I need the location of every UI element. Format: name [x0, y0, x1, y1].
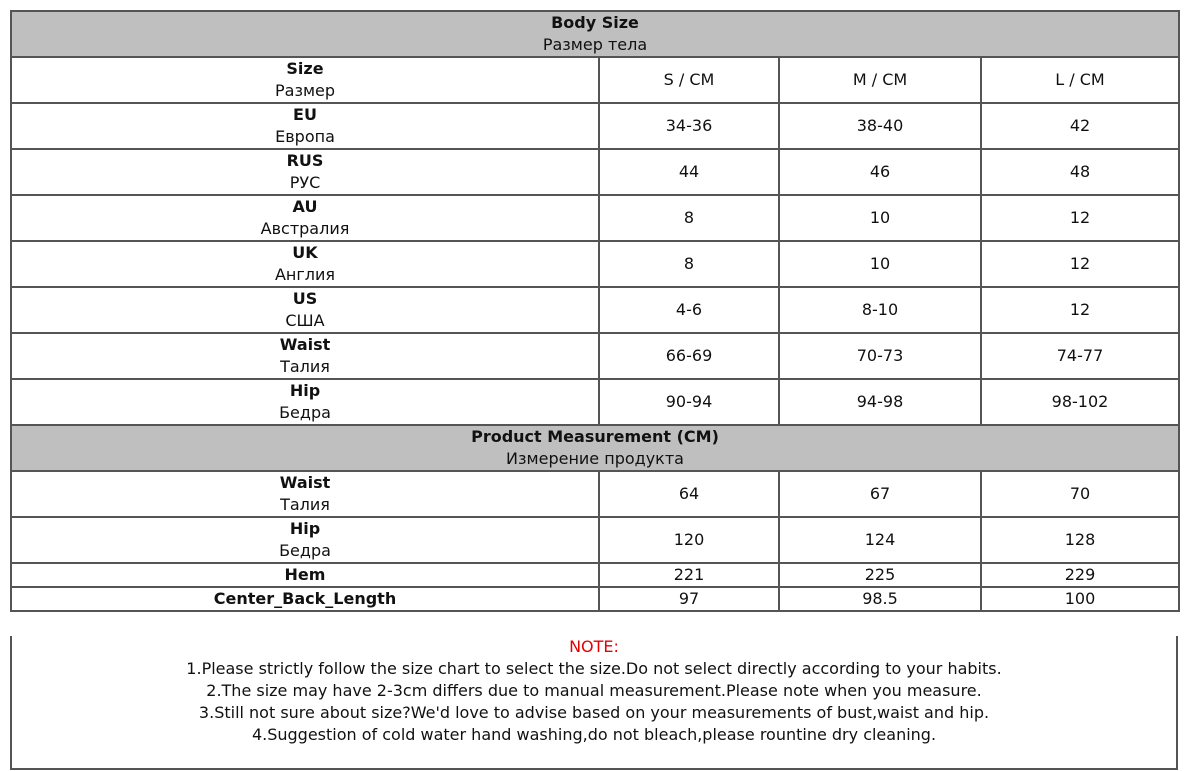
row-label: Waist: [279, 473, 331, 492]
value-cell: 225: [779, 563, 981, 587]
value-cell: 67: [779, 471, 981, 517]
row-label-cell: [11, 195, 599, 241]
table-row: [11, 241, 1179, 287]
notes-panel: [10, 636, 1178, 770]
row-sublabel: Талия: [280, 495, 330, 514]
row-label-cell: [11, 241, 599, 287]
row-label: RUS: [286, 151, 324, 170]
table-row: [11, 333, 1179, 379]
column-header-m: M / CM: [779, 57, 981, 103]
row-label-cell: [11, 103, 599, 149]
value-cell: 70: [981, 471, 1179, 517]
value-cell: 38-40: [779, 103, 981, 149]
value-cell: 98.5: [779, 587, 981, 611]
row-sublabel: Австралия: [260, 219, 350, 238]
value-cell: 48: [981, 149, 1179, 195]
column-header-s: S / CM: [599, 57, 779, 103]
size-header-row: [11, 57, 1179, 103]
value-cell: 42: [981, 103, 1179, 149]
value-cell: 229: [981, 563, 1179, 587]
body-size-section-header: [11, 11, 1179, 57]
table-row: [11, 103, 1179, 149]
body-size-title-cell: [11, 11, 1179, 57]
size-header-label: Size: [286, 59, 324, 78]
value-cell: 120: [599, 517, 779, 563]
product-measurement-rows: [11, 471, 1179, 611]
row-sublabel: Европа: [275, 127, 335, 146]
value-cell: 8: [599, 241, 779, 287]
value-cell: 128: [981, 517, 1179, 563]
value-cell: 4-6: [599, 287, 779, 333]
row-label: AU: [292, 197, 318, 216]
value-cell: 70-73: [779, 333, 981, 379]
product-title-cell: [11, 425, 1179, 471]
product-subtitle: Измерение продукта: [506, 449, 684, 468]
row-label-cell: [11, 149, 599, 195]
size-header-sublabel: Размер: [274, 81, 336, 100]
note-line-2: 2.The size may have 2-3cm differs due to manual measurement.Please note when you measure.: [206, 681, 982, 700]
row-sublabel: Бедра: [279, 403, 331, 422]
row-sublabel: Англия: [274, 265, 336, 284]
row-sublabel: США: [285, 311, 325, 330]
note-line-1: 1.Please strictly follow the size chart to select the size.Do not select directly according to your habits.: [186, 659, 1002, 678]
value-cell: 34-36: [599, 103, 779, 149]
value-cell: 74-77: [981, 333, 1179, 379]
note-line-3: 3.Still not sure about size?We'd love to advise based on your measurements of bust,waist and hip.: [198, 703, 990, 722]
value-cell: 98-102: [981, 379, 1179, 425]
body-size-title: Body Size: [551, 13, 639, 32]
product-section-header: [11, 425, 1179, 471]
column-header-l: L / CM: [981, 57, 1179, 103]
value-cell: 8-10: [779, 287, 981, 333]
table-row: [11, 471, 1179, 517]
table-row: [11, 563, 1179, 587]
value-cell: 124: [779, 517, 981, 563]
row-sublabel: Талия: [280, 357, 330, 376]
size-chart: [10, 10, 1178, 770]
value-cell: 46: [779, 149, 981, 195]
value-cell: 44: [599, 149, 779, 195]
product-title: Product Measurement (CM): [471, 427, 719, 446]
row-label: Hem: [284, 565, 326, 584]
table-row: [11, 587, 1179, 611]
value-cell: 12: [981, 195, 1179, 241]
row-label: UK: [292, 243, 318, 262]
table-row: [11, 517, 1179, 563]
value-cell: 64: [599, 471, 779, 517]
value-cell: 12: [981, 241, 1179, 287]
row-label: Waist: [279, 335, 331, 354]
table-row: [11, 195, 1179, 241]
value-cell: 100: [981, 587, 1179, 611]
value-cell: 97: [599, 587, 779, 611]
row-label: Hip: [289, 519, 321, 538]
size-header-label-cell: [11, 57, 599, 103]
value-cell: 94-98: [779, 379, 981, 425]
row-label: EU: [293, 105, 317, 124]
row-label-cell: [11, 471, 599, 517]
row-label-cell: [11, 563, 599, 587]
body-size-rows: [11, 103, 1179, 425]
table-row: [11, 379, 1179, 425]
row-label-cell: [11, 287, 599, 333]
value-cell: 90-94: [599, 379, 779, 425]
row-label-cell: [11, 333, 599, 379]
row-label: US: [292, 289, 318, 308]
row-label-cell: [11, 517, 599, 563]
value-cell: 10: [779, 195, 981, 241]
value-cell: 221: [599, 563, 779, 587]
value-cell: 12: [981, 287, 1179, 333]
row-label-cell: [11, 379, 599, 425]
row-label-cell: [11, 587, 599, 611]
size-chart-table: [10, 10, 1180, 612]
value-cell: 10: [779, 241, 981, 287]
table-row: [11, 149, 1179, 195]
row-label: Hip: [289, 381, 321, 400]
value-cell: 66-69: [599, 333, 779, 379]
note-line-4: 4.Suggestion of cold water hand washing,do not bleach,please rountine dry cleaning.: [251, 725, 937, 744]
row-sublabel: РУС: [289, 173, 321, 192]
notes-title: NOTE:: [569, 637, 619, 656]
row-label: Center_Back_Length: [213, 589, 397, 608]
table-row: [11, 287, 1179, 333]
body-size-subtitle: Размер тела: [542, 35, 648, 54]
row-sublabel: Бедра: [279, 541, 331, 560]
value-cell: 8: [599, 195, 779, 241]
